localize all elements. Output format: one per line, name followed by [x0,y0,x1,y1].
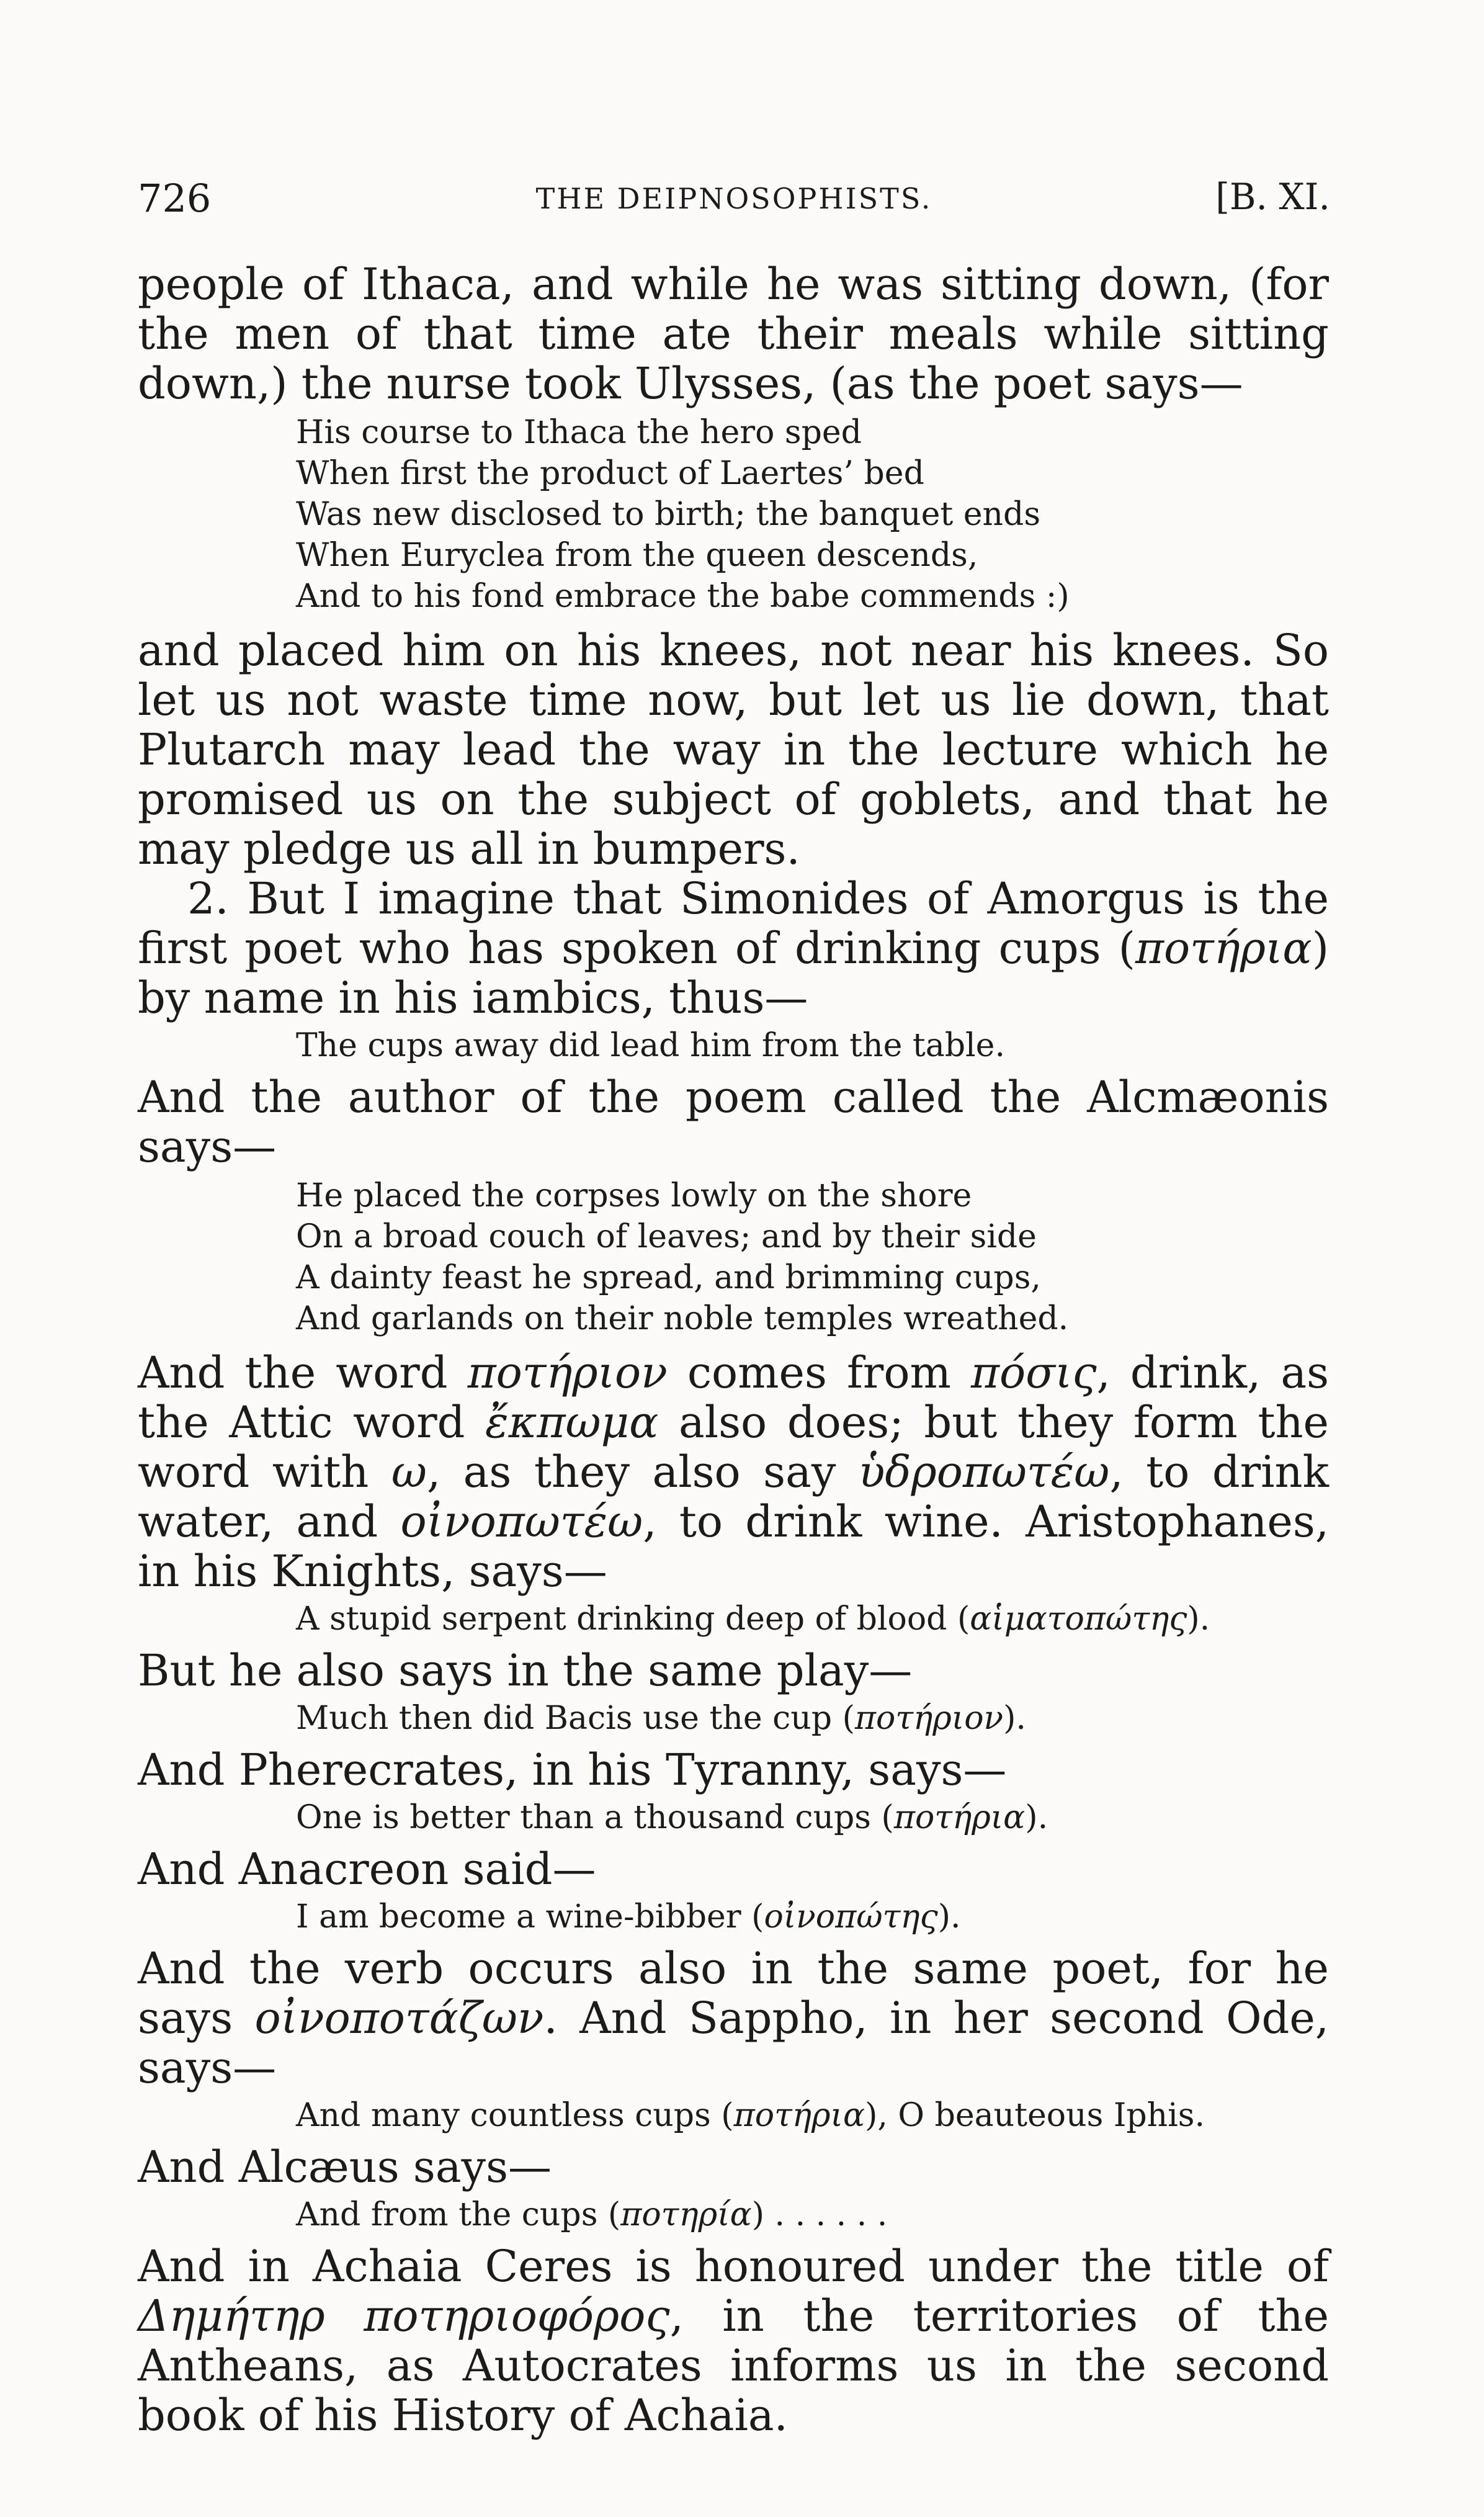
verse-quotation [296,1025,1329,1066]
paragraph: and placed him on his knees, not near his knees. So let us not waste time now, but let us lie down, that Plutarch may lead the way in the lecture which he promised us on the subject of goblets, and that he may pledge us all in bumpers. [138,625,1329,874]
paragraph: And Alcæus says— [138,2142,552,2192]
verse-line: His course to Ithaca the hero sped [296,414,862,451]
verse-line: The cups away did lead him from the table. [296,1027,1005,1064]
verse-quotation [296,1896,1329,1937]
verse-line: On a broad couch of leaves; and by their side [296,1218,1037,1255]
paragraph [138,874,1329,1023]
text-run: ). [1025,1799,1048,1836]
text-run: I am become a wine-bibber ( [296,1898,764,1936]
verse-quotation [296,412,1329,617]
paragraph: people of Ithaca, and while he was sitting down, (for the men of that time ate their meals while sitting down,) the nurse took Ulysses, (as the poet says— [138,259,1329,409]
text-run: And in Achaia Ceres is honoured under the title of [138,2241,1329,2292]
verse-line [296,1797,1329,1838]
text-run: comes from [667,1347,971,1398]
verse-line: And to his fond embrace the babe commends :) [296,578,1070,615]
verse-quotation [296,1599,1329,1640]
greek-term: ποτήριον [854,1700,1004,1737]
text-run: ). [1003,1700,1026,1737]
text-run: , drink, as the Attic word [138,1347,1329,1448]
greek-term: ὑδροπωτέω [858,1447,1110,1497]
paragraph: And the author of the poem called the Alcmæonis says— [138,1072,1329,1172]
text-run: ) by name in his iambics, thus— [138,923,1329,1023]
text-run: Much then did Bacis use the cup ( [296,1700,855,1737]
verse-quotation [296,1698,1329,1739]
greek-term: πόσις [970,1347,1097,1398]
text-run: A stupid serpent drinking deep of blood ( [296,1600,970,1638]
greek-term: Δημήτηρ ποτηριοφόρος [138,2290,670,2341]
verse-quotation [296,1797,1329,1838]
greek-term: ποτηρία [620,2196,752,2233]
text-run: And the word [138,1347,468,1398]
paragraph: But he also says in the same play— [138,1645,913,1696]
greek-term: αἱματοπώτης [970,1600,1187,1638]
text-run: And the verb occurs also in the same poet, for he says [138,1943,1329,2044]
greek-term: ποτήρια [893,1799,1026,1836]
verse-line: He placed the corpses lowly on the shore [296,1177,972,1214]
verse-line [296,2095,1329,2136]
verse-line [296,1896,1329,1937]
paragraph [138,2241,1329,2440]
greek-term: ποτήρια [733,2097,865,2134]
page-body [138,259,1329,2440]
text-run: ). [937,1898,961,1936]
text-run: , to drink water, and [138,1447,1329,1547]
greek-term: ποτήριον [467,1347,668,1398]
verse-line [296,1698,1329,1739]
verse-line: And garlands on their noble temples wreathed. [296,1300,1069,1337]
text-run: ), O beauteous Iphis. [865,2097,1205,2134]
verse-quotation [296,1175,1329,1339]
verse-quotation [296,2194,1329,2235]
greek-term: ἔκπωμα [485,1397,659,1448]
paragraph [138,1944,1329,2093]
paragraph: And Pherecrates, in his Tyranny, says— [138,1744,1007,1795]
book-reference: [B. XI. [1215,176,1330,218]
paragraph: And Anacreon said— [138,1844,596,1895]
greek-term: οἰνοπωτέω [400,1496,643,1547]
text-run: And many countless cups ( [296,2097,734,2134]
text-run: , in the territories of the Antheans, as Autocrates informs us in the second book of his History of Achaia. [138,2290,1329,2441]
text-run: , as they also say [426,1447,859,1497]
text-run: And from the cups ( [296,2196,621,2233]
verse-quotation [296,2095,1329,2136]
running-title: THE DEIPNOSOPHISTS. [535,182,932,215]
verse-line [296,2194,1329,2235]
text-run: ). [1187,1600,1210,1638]
verse-line: Was new disclosed to birth; the banquet ends [296,496,1041,533]
text-run: , to drink wine. Aristophanes, in his Knights, says— [138,1496,1329,1597]
page-number: 726 [138,176,212,221]
greek-term: οἰνοποτάζων [254,1993,544,2044]
verse-line [296,1599,1329,1640]
text-run: ) . . . . . . [751,2196,888,2233]
verse-line: When first the product of Laertes’ bed [296,455,924,492]
paragraph [138,1348,1329,1596]
verse-line: A dainty feast he spread, and brimming cups, [296,1259,1041,1296]
greek-term: ποτήρια [1135,923,1312,974]
running-header [138,176,1330,225]
text-run: One is better than a thousand cups ( [296,1799,894,1836]
text-run: 2. But I imagine that Simonides of Amorgus is the first poet who has spoken of drinking cups ( [138,873,1329,974]
greek-term: οἰνοπώτης [764,1898,938,1936]
greek-term: ω [391,1447,427,1497]
text-run: . And Sappho, in her second Ode, says— [138,1993,1329,2093]
text-run: also does; but they form the word with [138,1397,1329,1497]
verse-line: When Euryclea from the queen descends, [296,537,978,574]
